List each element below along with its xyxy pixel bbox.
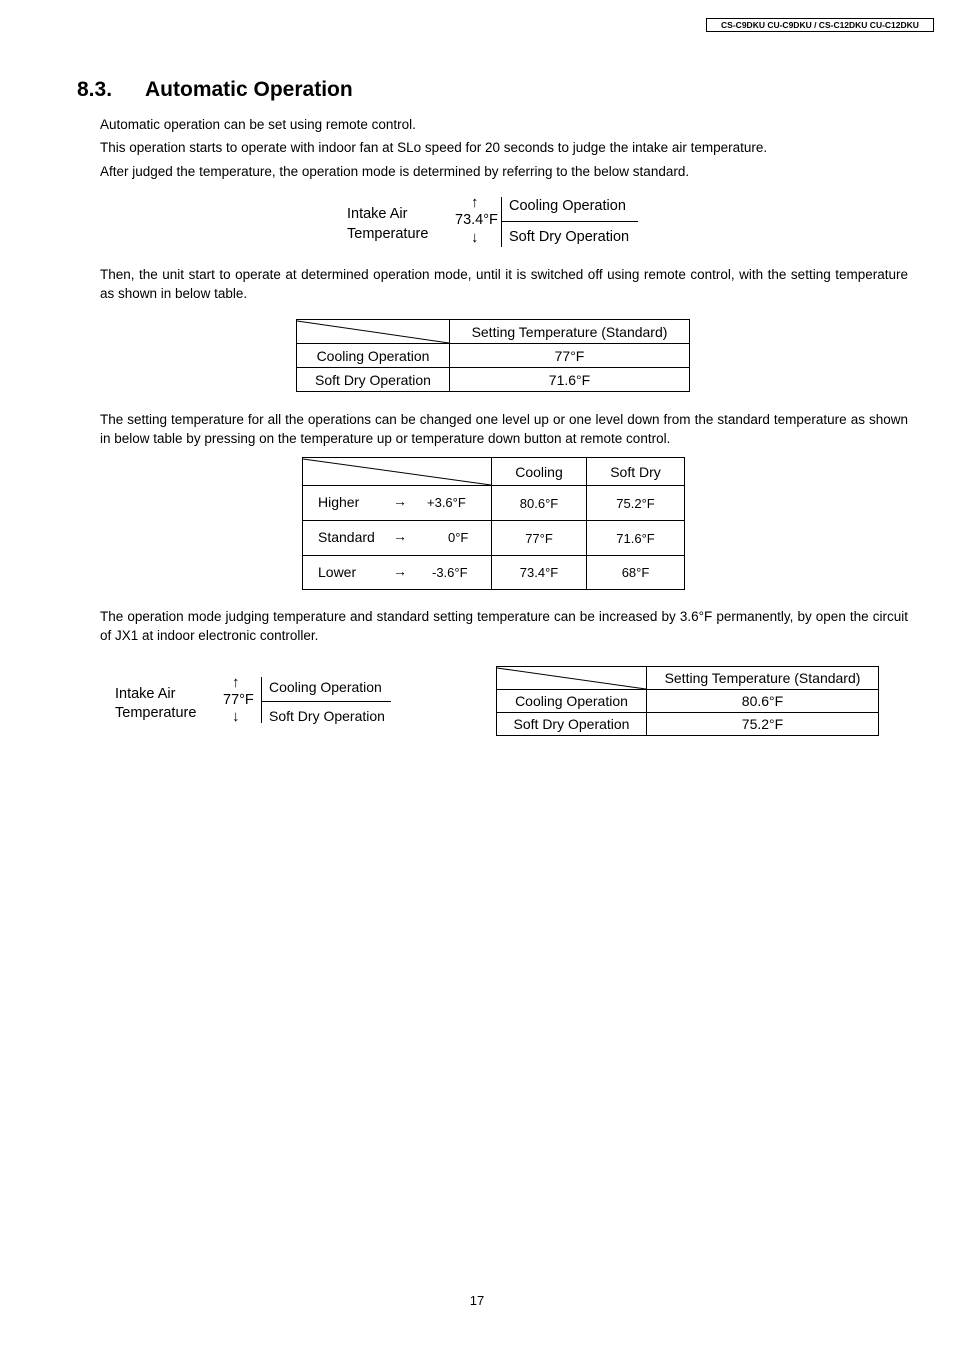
- diagram-threshold-line: [261, 701, 391, 702]
- paragraph-intro: Automatic operation can be set using remote control.: [100, 117, 416, 132]
- section-number: 8.3.: [77, 78, 113, 101]
- temperature-label: Temperature: [347, 226, 429, 242]
- up-arrow-icon: ↑: [232, 674, 240, 691]
- soft-dry-column-header: Soft Dry: [587, 458, 685, 486]
- section-heading: [77, 78, 353, 102]
- threshold-temperature: 73.4°F: [455, 212, 498, 228]
- diagonal-line: [297, 320, 449, 344]
- soft-dry-operation-temp: 71.6°F: [450, 368, 690, 392]
- standard-setting-temperature-table: [296, 319, 690, 392]
- cooling-operation-temp: 80.6°F: [647, 690, 879, 713]
- soft-dry-operation-mode: Soft Dry Operation: [497, 713, 647, 736]
- table-row: [303, 521, 685, 556]
- setting-temperature-header: Setting Temperature (Standard): [450, 320, 690, 344]
- level-offset: +3.6°F: [427, 495, 466, 510]
- intake-air-label: Intake Air: [115, 686, 176, 702]
- right-arrow-icon: →: [393, 528, 407, 544]
- table-corner-cell: [303, 458, 492, 486]
- soft-dry-operation-temp: 75.2°F: [647, 713, 879, 736]
- temperature-label: Temperature: [115, 705, 197, 721]
- table-row: [303, 556, 685, 590]
- down-arrow-icon: ↓: [232, 708, 240, 725]
- table-row: [303, 486, 685, 521]
- cooling-operation-mode: Cooling Operation: [497, 690, 647, 713]
- cooling-column-header: Cooling: [492, 458, 587, 486]
- paragraph-mode-judgement: After judged the temperature, the operation mode is determined by referring to the below standard.: [100, 164, 690, 179]
- level-cell: [303, 556, 492, 590]
- soft-dry-temp: 68°F: [587, 556, 685, 590]
- model-number-box: CS-C9DKU CU-C9DKU / CS-C12DKU CU-C12DKU: [706, 18, 934, 32]
- diagonal-line: [497, 667, 646, 690]
- table-corner-cell: [497, 667, 647, 690]
- page-number: 17: [469, 1293, 485, 1308]
- paragraph-jx1-adjustment: The operation mode judging temperature and standard setting temperature can be increased by 3.6°F permanently, by open the circuit of JX1 at indoor electronic controller.: [100, 609, 908, 643]
- soft-dry-temp: 71.6°F: [587, 521, 685, 556]
- section-title: Automatic Operation: [145, 78, 353, 101]
- diagram-threshold-line: [501, 221, 638, 222]
- diagram-vertical-divider: [261, 677, 262, 723]
- cooling-operation-temp: 77°F: [450, 344, 690, 368]
- temperature-level-table: [302, 457, 685, 590]
- level-cell: [303, 486, 492, 521]
- cooling-temp: 80.6°F: [492, 486, 587, 521]
- diagonal-line: [303, 458, 491, 486]
- soft-dry-operation-label: Soft Dry Operation: [269, 708, 385, 724]
- paragraph-setting-temperature: Then, the unit start to operate at determined operation mode, until it is switched off using remote control, with the setting temperature as shown in below table.: [100, 267, 908, 301]
- level-label: Lower: [318, 564, 357, 580]
- level-offset: -3.6°F: [432, 565, 468, 580]
- level-cell: [303, 521, 492, 556]
- down-arrow-icon: ↓: [471, 229, 479, 246]
- paragraph-level-adjustment: The setting temperature for all the operations can be changed one level up or one level down from the standard temperature as shown in below table by pressing on the temperature up or temperature down button at remote control.: [100, 412, 908, 446]
- soft-dry-operation-label: Soft Dry Operation: [509, 229, 630, 245]
- setting-temperature-header: Setting Temperature (Standard): [647, 667, 879, 690]
- paragraph-fan-speed: This operation starts to operate with indoor fan at SLo speed for 20 seconds to judge the intake air temperature.: [100, 140, 768, 155]
- threshold-temperature: 77°F: [223, 692, 254, 708]
- intake-air-label: Intake Air: [347, 206, 408, 222]
- diagram-vertical-divider: [501, 197, 502, 247]
- up-arrow-icon: ↑: [471, 194, 479, 211]
- increased-setting-temperature-table: [496, 666, 879, 736]
- level-label: Standard: [318, 529, 375, 545]
- level-label: Higher: [318, 494, 360, 510]
- cooling-operation-label: Cooling Operation: [509, 198, 626, 214]
- cooling-temp: 73.4°F: [492, 556, 587, 590]
- level-offset: 0°F: [448, 530, 469, 545]
- right-arrow-icon: →: [393, 563, 407, 579]
- soft-dry-operation-mode: Soft Dry Operation: [297, 368, 450, 392]
- cooling-operation-label: Cooling Operation: [269, 679, 382, 695]
- right-arrow-icon: →: [393, 493, 407, 509]
- soft-dry-temp: 75.2°F: [587, 486, 685, 521]
- table-corner-cell: [297, 320, 450, 344]
- cooling-operation-mode: Cooling Operation: [297, 344, 450, 368]
- cooling-temp: 77°F: [492, 521, 587, 556]
